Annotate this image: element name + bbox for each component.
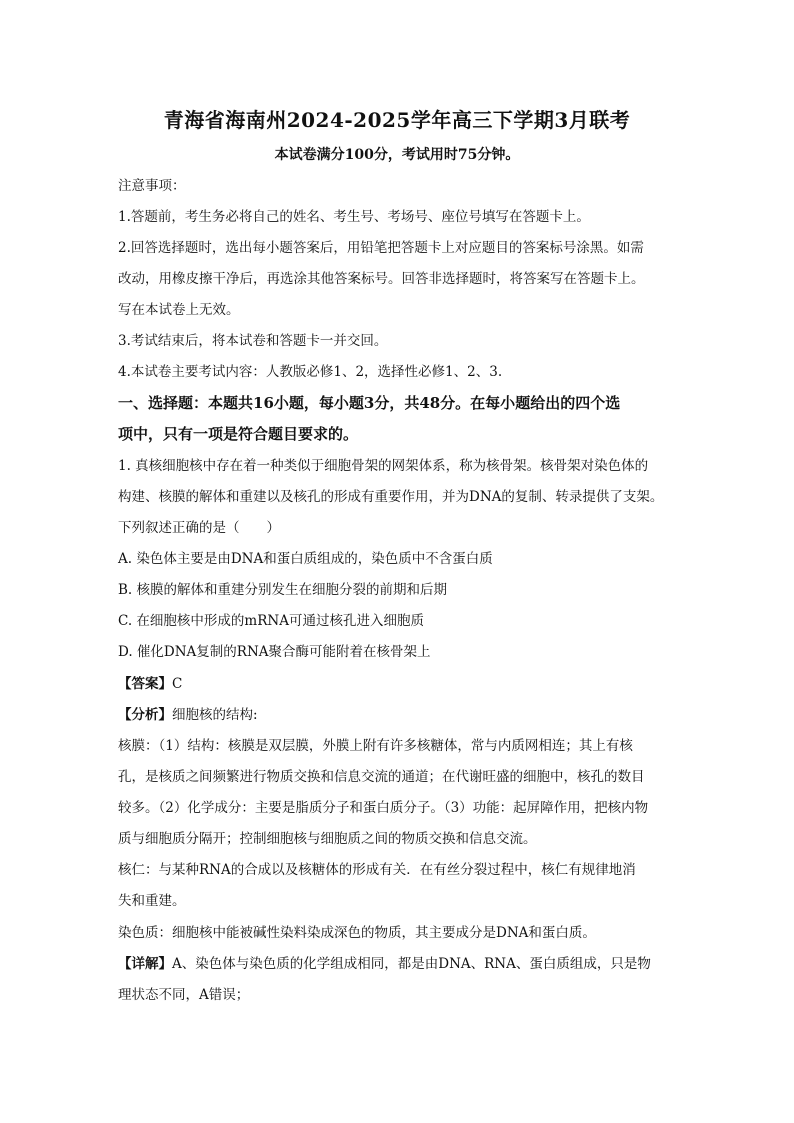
analysis-text: 孔，是核质之间频繁进行物质交换和信息交流的通道；在代谢旺盛的细胞中，核孔的数目 — [118, 769, 645, 785]
question-stem: 下列叙述正确的是（ ） — [118, 520, 280, 536]
detail-tag: 【详解】 — [118, 956, 172, 972]
answer-value: C — [172, 676, 183, 692]
option-c: C. 在细胞核中形成的mRNA可通过核孔进入细胞质 — [118, 613, 424, 629]
notice-item: 4.本试卷主要考试内容：人教版必修1、2，选择性必修1、2、3. — [118, 364, 503, 380]
section-heading: 项中，只有一项是符合题目要求的。 — [118, 425, 359, 443]
notice-item: 写在本试卷上无效。 — [118, 302, 240, 318]
option-a: A. 染色体主要是由DNA和蛋白质组成的，染色质中不含蛋白质 — [118, 551, 493, 567]
analysis-text: 较多。（2）化学成分：主要是脂质分子和蛋白质分子。（3）功能：起屏障作用，把核内物 — [118, 800, 649, 816]
notice-item: 3.考试结束后，将本试卷和答题卡一并交回。 — [118, 333, 388, 349]
detail-text: 理状态不同，A错误； — [118, 987, 250, 1003]
analysis-tag: 【分析】 — [118, 707, 172, 723]
detail-line — [118, 953, 688, 975]
analysis-text: 质与细胞质分隔开；控制细胞核与细胞质之间的物质交换和信息交流。 — [118, 831, 537, 847]
question-stem: 构建、核膜的解体和重建以及核孔的形成有重要作用，并为DNA的复制、转录提供了支架。 — [118, 489, 664, 505]
answer-line — [118, 673, 688, 695]
option-b: B. 核膜的解体和重建分别发生在细胞分裂的前期和后期 — [118, 582, 448, 598]
analysis-text: 失和重建。 — [118, 893, 186, 909]
notice-item: 2.回答选择题时，选出每小题答案后，用铅笔把答题卡上对应题目的答案标号涂黑。如需 — [118, 240, 644, 256]
detail-text: A、染色体与染色质的化学组成相同，都是由DNA、RNA、蛋白质组成，只是物 — [172, 956, 651, 972]
notice-item: 1.答题前，考生务必将自己的姓名、考生号、考场号、座位号填写在答题卡上。 — [118, 209, 590, 225]
section-heading: 一、选择题：本题共16小题，每小题3分，共48分。在每小题给出的四个选 — [118, 394, 621, 412]
notice-item: 改动，用橡皮擦干净后，再选涂其他答案标号。回答非选择题时，将答案写在答题卡上。 — [118, 271, 645, 287]
page-subtitle: 本试卷满分100分，考试用时75分钟。 — [274, 147, 520, 163]
analysis-text: 染色质：细胞核中能被碱性染料染成深色的物质，其主要成分是DNA和蛋白质。 — [118, 925, 596, 941]
page-title: 青海省海南州2024-2025学年高三下学期3月联考 — [163, 108, 631, 132]
option-d: D. 催化DNA复制的RNA聚合酶可能附着在核骨架上 — [118, 644, 431, 660]
analysis-text: 核膜：（1）结构：核膜是双层膜，外膜上附有许多核糖体，常与内质网相连；其上有核 — [118, 738, 633, 754]
notice-heading: 注意事项： — [118, 178, 186, 194]
answer-tag: 【答案】 — [118, 676, 172, 692]
question-stem: 1. 真核细胞核中存在着一种类似于细胞骨架的网架体系，称为核骨架。核骨架对染色体的 — [118, 458, 649, 474]
analysis-line — [118, 704, 688, 726]
analysis-text: 核仁：与某种RNA的合成以及核糖体的形成有关．在有丝分裂过程中，核仁有规律地消 — [118, 862, 636, 878]
analysis-title: 细胞核的结构: — [172, 707, 258, 723]
